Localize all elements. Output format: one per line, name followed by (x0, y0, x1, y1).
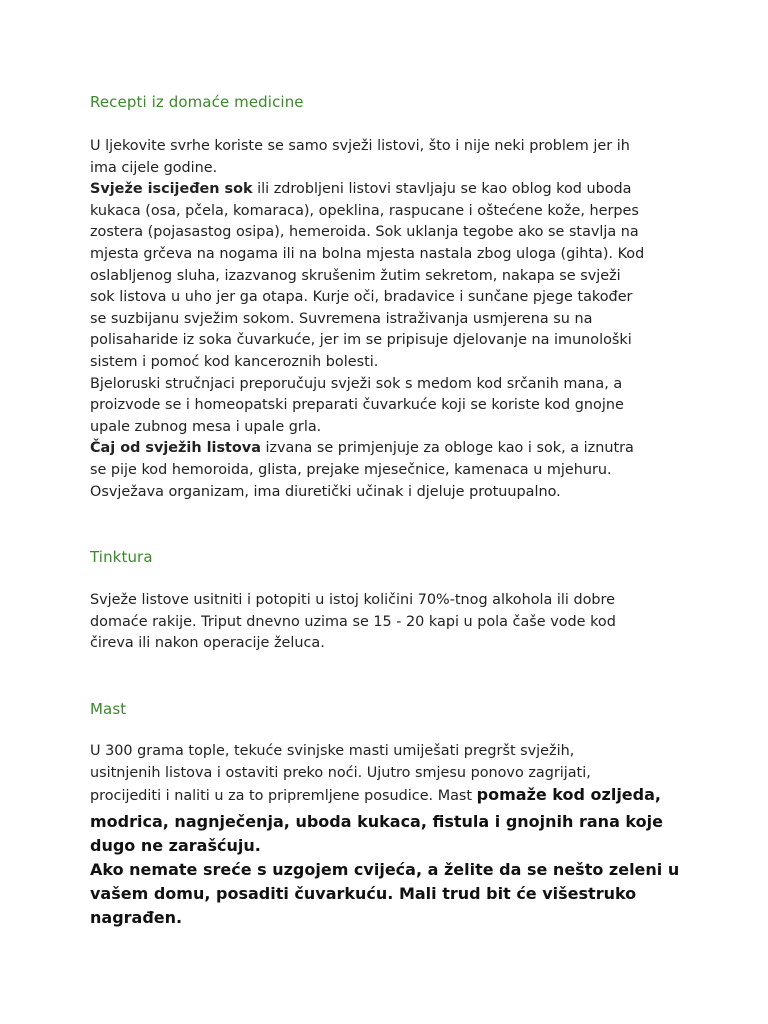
text-line (90, 179, 690, 201)
heading-recipes: Recepti iz domaće medicine (90, 93, 304, 111)
text-line: modrica, nagnječenja, uboda kukaca, fistula i gnojnih rana koje (90, 812, 663, 831)
text-line: čireva ili nakon operacije želuca. (90, 635, 325, 652)
text-line: polisaharide iz soka čuvarkuće, jer im se pripisuje djelovanje na imunološki (90, 332, 632, 349)
text-line: se pije kod hemoroida, glista, prejake mjesečnice, kamenaca u mjehuru. (90, 461, 612, 478)
text-line (90, 438, 690, 460)
text-line: zostera (pojasastog osipa), hemeroida. Sok uklanja tegobe ako se stavlja na (90, 224, 639, 241)
text-line: Svježe listove usitniti i potopiti u istoj količini 70%-tnog alkohola ili dobre (90, 592, 616, 608)
text-run: ili zdrobljeni listovi stavljaju se kao oblog kod uboda (252, 181, 632, 198)
text-run: procijediti i naliti u za to pripremljene posudice. Mast (90, 788, 477, 805)
text-line: vašem domu, posaditi čuvarkuću. Mali trud bit će višestruko (90, 884, 637, 903)
paragraph-ointment (90, 741, 690, 808)
heading-tincture: Tinktura (90, 548, 153, 566)
bold-run: pomaže kod ozljeda, (476, 785, 661, 805)
text-line: upale zubnog mesa i upale grla. (90, 418, 322, 435)
text-line: Osvježava organizam, ima diuretički učinak i djeluje protuupalno. (90, 483, 561, 500)
text-line: domaće rakije. Triput dnevno uzima se 15 - 20 kapi u pola čaše vode kod (90, 613, 616, 630)
bold-term-juice: Svježe iscijeđen sok (90, 181, 253, 198)
heading-ointment: Mast (90, 700, 127, 718)
text-line: kukaca (osa, pčela, komaraca), opeklina, raspucane i oštećene kože, herpes (90, 202, 639, 219)
text-line: sok listova u uho jer ga otapa. Kurje oči, bradavice i sunčane pjege također (90, 289, 633, 306)
paragraph-tincture (90, 590, 690, 655)
text-line: mjesta grčeva na nogama ili na bolna mjesta nastala zbog uloga (gihta). Kod (90, 245, 645, 262)
text-line: U 300 grama tople, tekuće svinjske masti umiješati pregršt svježih, (90, 743, 575, 759)
text-line (90, 784, 690, 808)
text-line: oslabljenog sluha, izazvanog skrušenim žutim sekretom, nakapa se svježi (90, 267, 621, 284)
text-line: U ljekovite svrhe koriste se samo svježi listovi, što i nije neki problem jer ih (90, 138, 630, 154)
text-line: proizvode se i homeopatski preparati čuvarkuće koji se koriste kod gnojne (90, 397, 624, 414)
text-line: sistem i pomoć kod kanceroznih bolesti. (90, 353, 379, 370)
text-run: izvana se primjenjuje za obloge kao i sok, a iznutra (260, 440, 634, 457)
text-line: Ako nemate sreće s uzgojem cvijeća, a želite da se nešto zeleni u (90, 860, 680, 879)
paragraph-recipes (90, 136, 690, 503)
text-line: usitnjenih listova i ostaviti preko noći. Ujutro smjesu ponovo zagrijati, (90, 764, 591, 781)
bold-term-tea: Čaj od svježih listova (90, 440, 261, 457)
paragraph-ointment-bold (90, 810, 730, 930)
text-line: se suzbijanu svježim sokom. Suvremena istraživanja usmjerena su na (90, 310, 593, 327)
text-line: ima cijele godine. (90, 159, 218, 176)
text-line: dugo ne zarašćuju. (90, 836, 261, 855)
text-line: Bjeloruski stručnjaci preporučuju svježi sok s medom kod srčanih mana, a (90, 375, 623, 392)
text-line: nagrađen. (90, 908, 183, 927)
